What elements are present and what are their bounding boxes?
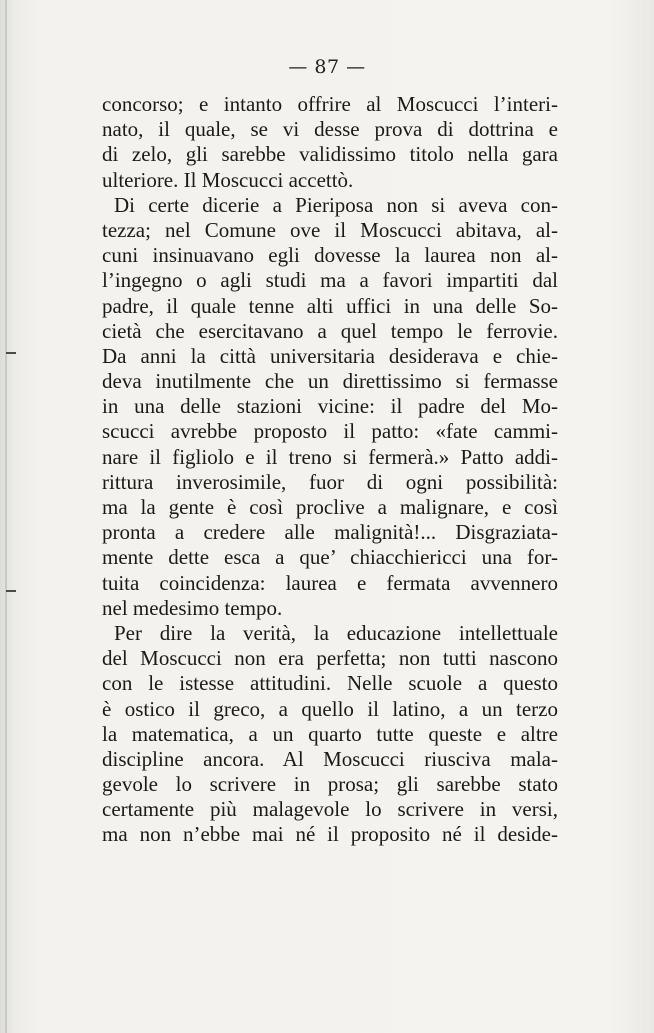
text-line: ma non n’ebbe mai né il proposito né il deside- bbox=[102, 822, 558, 847]
text-line: mente dette esca a que’ chiacchiericci una for- bbox=[102, 545, 558, 570]
text-line: di zelo, gli sarebbe validissimo titolo nella gara bbox=[102, 142, 558, 167]
text-line: è ostico il greco, a quello il latino, a un terzo bbox=[102, 696, 558, 721]
text-line: cietà che esercitavano a quel tempo le ferrovie. bbox=[102, 318, 558, 343]
text-line: pronta a credere alle malignità!... Disgraziata- bbox=[102, 520, 558, 545]
text-line: Per dire la verità, la educazione intellettuale bbox=[114, 620, 558, 645]
text-line: nato, il quale, se vi desse prova di dottrina e bbox=[102, 117, 558, 142]
text-line: nare il figliolo e il treno si fermerà.» Patto addi- bbox=[102, 444, 558, 469]
text-line: certamente più malagevole lo scrivere in versi, bbox=[102, 797, 558, 822]
text-line: scucci avrebbe proposto il patto: «fate cammi- bbox=[102, 419, 558, 444]
text-line: Di certe dicerie a Pieriposa non si aveva con- bbox=[114, 192, 558, 217]
text-line: in una delle stazioni vicine: il padre del Mo- bbox=[102, 394, 558, 419]
margin-mark bbox=[6, 590, 16, 592]
text-line: tezza; nel Comune ove il Moscucci abitava, al- bbox=[102, 217, 558, 242]
text-line: concorso; e intanto offrire al Moscucci l’interi- bbox=[102, 92, 558, 116]
text-line: deva inutilmente che un direttissimo si fermasse bbox=[102, 369, 558, 394]
text-line: ma la gente è così proclive a malignare, e così bbox=[102, 495, 558, 519]
text-line: tuita coincidenza: laurea e fermata avvennero bbox=[102, 570, 558, 595]
text-line: del Moscucci non era perfetta; non tutti nascono bbox=[102, 646, 558, 671]
margin-mark bbox=[6, 352, 16, 354]
text-line: Da anni la città universitaria desiderava e chie- bbox=[102, 343, 558, 368]
page-number: — 87 — bbox=[288, 56, 366, 78]
text-line: nel medesimo tempo. bbox=[102, 595, 283, 620]
text-line: con le istesse attitudini. Nelle scuole a questo bbox=[102, 671, 558, 696]
text-line: ulteriore. Il Moscucci accettò. bbox=[102, 167, 354, 192]
text-line: padre, il quale tenne alti uffici in una delle So- bbox=[102, 293, 558, 318]
body-text bbox=[102, 92, 558, 848]
text-line: cuni insinuavano egli dovesse la laurea non al- bbox=[102, 243, 558, 268]
text-line: discipline ancora. Al Moscucci riusciva mala- bbox=[102, 746, 558, 771]
page-binding-edge bbox=[5, 0, 7, 1033]
text-line: la matematica, a un quarto tutte queste e altre bbox=[102, 721, 558, 746]
text-line: gevole lo scrivere in prosa; gli sarebbe stato bbox=[102, 772, 558, 797]
text-line: l’ingegno o agli studi ma a favori impartiti dal bbox=[102, 268, 558, 293]
text-line: rittura inverosimile, fuor di ogni possibilità: bbox=[102, 469, 558, 494]
